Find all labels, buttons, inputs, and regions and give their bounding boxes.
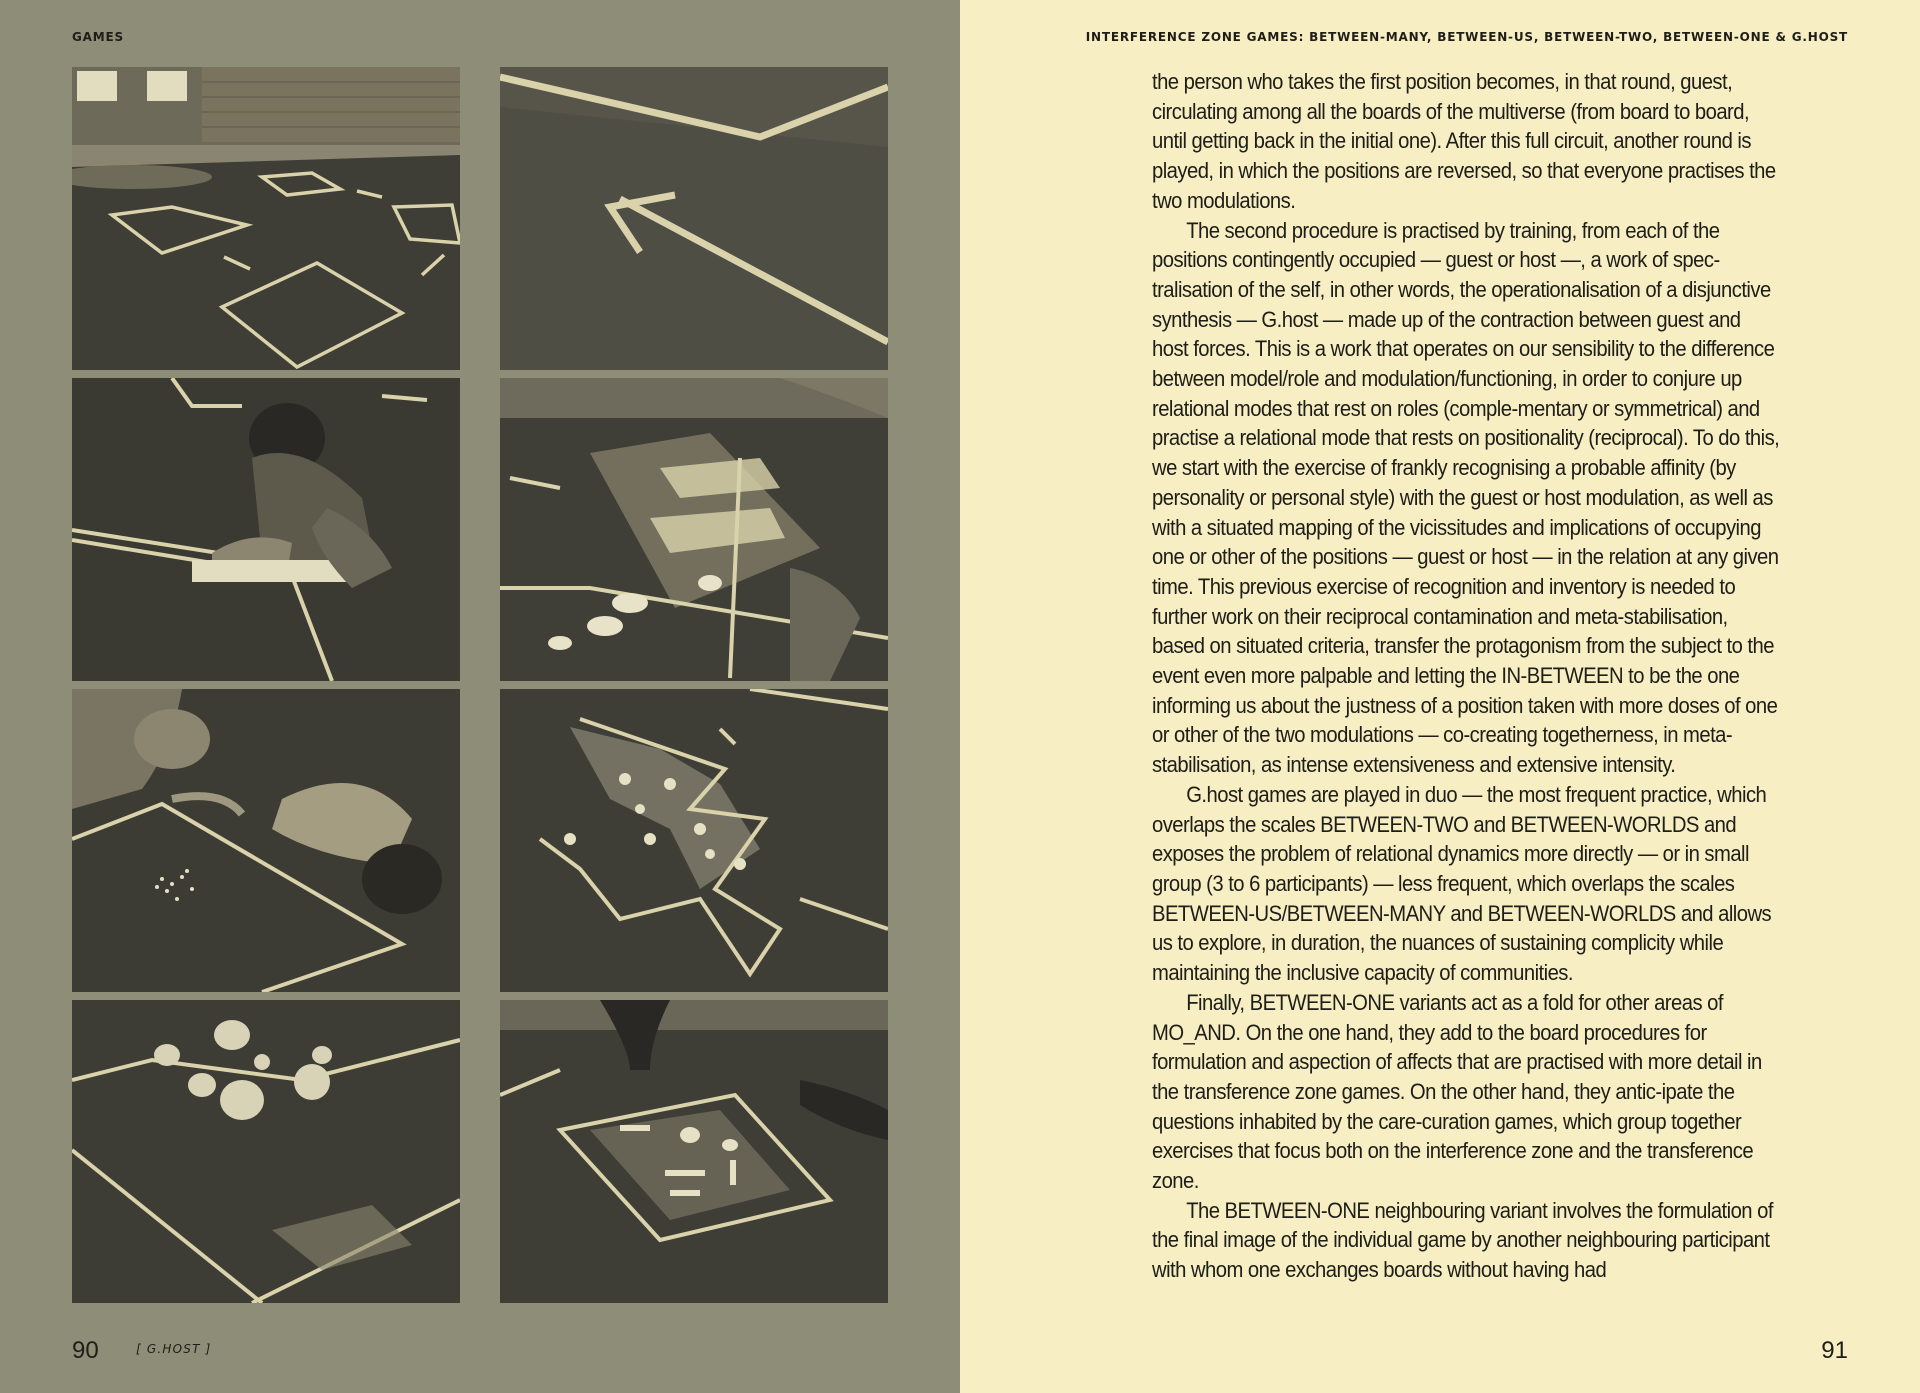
photo-board-with-cups xyxy=(500,378,888,681)
running-head-left: GAMES xyxy=(72,30,124,44)
photo-studio-floor xyxy=(72,67,460,370)
section-tag: [ G.HOST ] xyxy=(136,1342,212,1356)
photo-tape-arrow xyxy=(500,67,888,370)
running-head-right: INTERFERENCE ZONE GAMES: BETWEEN-MANY, BETWEEN-US, BETWEEN-TWO, BETWEEN-ONE & G.HOST xyxy=(1085,30,1848,44)
photo-participants-reaching xyxy=(72,689,460,992)
paragraph: G.host games are played in duo — the most frequent practice, which overlaps the scales BETWEEN-TWO and BETWEEN-WORLDS and exposes the problem of relational dynamics more directly — or in small group (3 to 6 participants) — less frequent, which overlaps the scales BETWEEN-US/BETWEEN-MANY and BETWEEN-WORLDS and allows us to explore, in duration, the nuances of sustaining complicity while maintaining the inclusive capacity of communities. xyxy=(1152,781,1772,986)
photo-grid xyxy=(72,67,888,1304)
photo-star-shape xyxy=(500,689,888,992)
page-number-right: 91 xyxy=(1821,1337,1848,1364)
photo-person-taping xyxy=(72,378,460,681)
body-text xyxy=(1152,67,1780,1285)
paragraph: The second procedure is practised by training, from each of the positions contingently occupied — guest or host —, a work of spec-tralisation of the self, in other words, the operationalisation of a disjunctive synthesis — G.host — made up of the contraction between guest and host forces. This is a work that operates on our sensibility to the difference between model/role and modulation/functioning, in order to conjure up relational modes that rest on roles (comple-mentary or symmetrical) and practise a relational mode that rests on positionality (reciprocal). To do this, we start with the exercise of frankly recognising a probable affinity (by personality or personal style) with the guest or host modulation, as well as with a situated mapping of the vicissitudes and implications of occupying one or other of the positions — guest or host — in the relation at any given time. This previous exercise of recognition and inventory is needed to further work on their reciprocal contamination and meta-stabilisation, based on situated criteria, transfer the protagonism from the subject to the event even more palpable and letting the IN-BETWEEN to be the one informing us about the justness of a position taken with more doses of one or other of the two modulations — co-creating togetherness, in meta-stabilisation, as intense extensiveness and extensive intensity. xyxy=(1152,217,1780,778)
photo-clay-figures xyxy=(72,1000,460,1303)
paragraph: Finally, BETWEEN-ONE variants act as a fold for other areas of MO_AND. On the one hand, they add to the board procedures for formulation and aspection of affects that are practised with more detail in the transference zone games. On the other hand, they antic-ipate the questions inhabited by the care-curation games, which group together exercises that focus both on the interference zone and the transference zone. xyxy=(1152,989,1762,1194)
paragraph: the person who takes the first position becomes, in that round, guest, circulating among all the boards of the multiverse (from board to board, until getting back in the initial one). After this full circuit, another round is played, in which the positions are reversed, so that everyone practises the two modulations. xyxy=(1152,69,1776,213)
page-number-left: 90 xyxy=(72,1337,99,1364)
paragraph: The BETWEEN-ONE neighbouring variant involves the formulation of the final image of the individual game by another neighbouring participant with whom one exchanges boards without having had xyxy=(1152,1197,1773,1283)
photo-board-objects-feet xyxy=(500,1000,888,1303)
